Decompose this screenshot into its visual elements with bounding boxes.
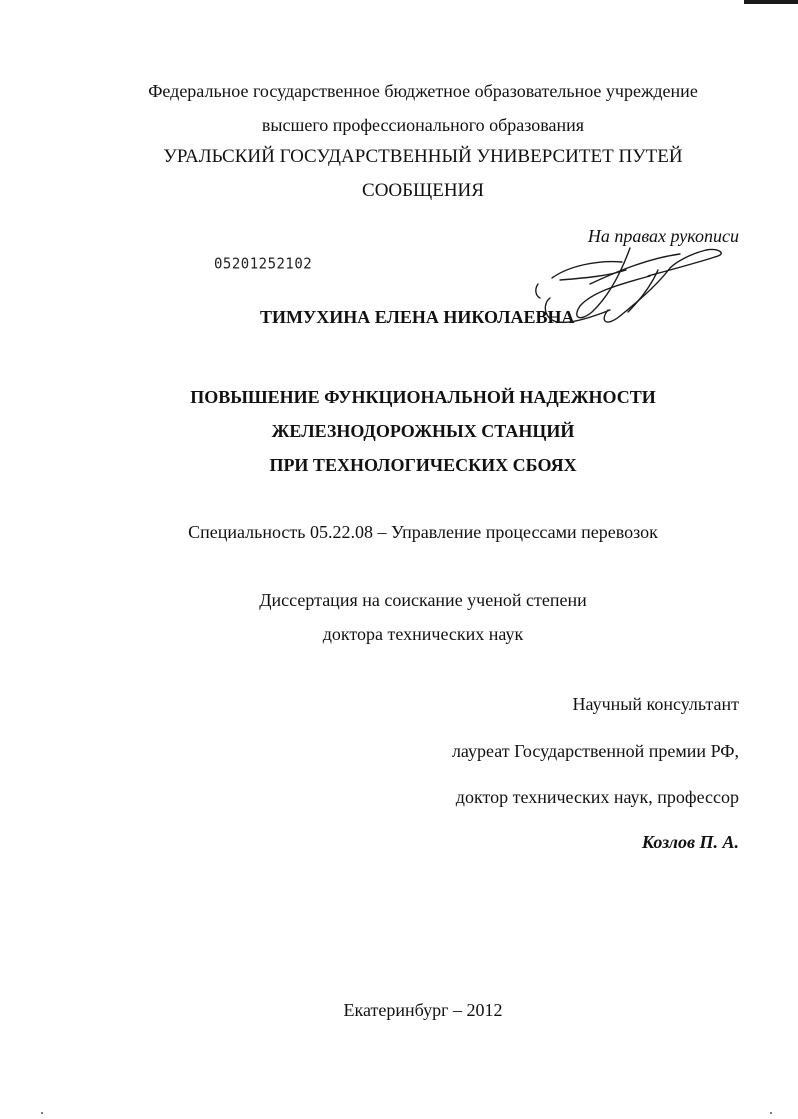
institution-line-2: высшего профессионального образования <box>261 115 585 135</box>
title-line-1: ПОВЫШЕНИЕ ФУНКЦИОНАЛЬНОЙ НАДЕЖНОСТИ <box>190 387 656 407</box>
archive-number: 05201252102 <box>214 255 313 273</box>
university-name-line-2: СООБЩЕНИЯ <box>362 180 484 201</box>
city-year: Екатеринбург – 2012 <box>343 1000 503 1020</box>
consultant-label: Научный консультант <box>572 694 739 714</box>
consultant-name: Козлов П. А. <box>641 832 739 852</box>
title-line-2: ЖЕЛЕЗНОДОРОЖНЫХ СТАНЦИЙ <box>271 421 575 441</box>
author-name: ТИМУХИНА ЕЛЕНА НИКОЛАЕВНА <box>260 307 575 327</box>
manuscript-note: На правах рукописи <box>587 226 739 246</box>
signature-image <box>530 240 730 340</box>
specialty-line: Специальность 05.22.08 – Управление процессами перевозок <box>188 522 658 542</box>
degree-line-2: доктора технических наук <box>322 624 524 644</box>
title-line-3: ПРИ ТЕХНОЛОГИЧЕСКИХ СБОЯХ <box>269 455 577 475</box>
consultant-award: лауреат Государственной премии РФ, <box>451 741 739 761</box>
degree-line-1: Диссертация на соискание ученой степени <box>259 590 587 610</box>
scan-speck <box>41 1112 43 1114</box>
consultant-degree: доктор технических наук, профессор <box>455 787 739 807</box>
scan-edge-mark <box>744 0 798 4</box>
institution-line-1: Федеральное государственное бюджетное образовательное учреждение <box>148 81 698 101</box>
scan-speck <box>770 1112 772 1114</box>
university-name-line-1: УРАЛЬСКИЙ ГОСУДАРСТВЕННЫЙ УНИВЕРСИТЕТ ПУТЕЙ <box>163 146 683 167</box>
